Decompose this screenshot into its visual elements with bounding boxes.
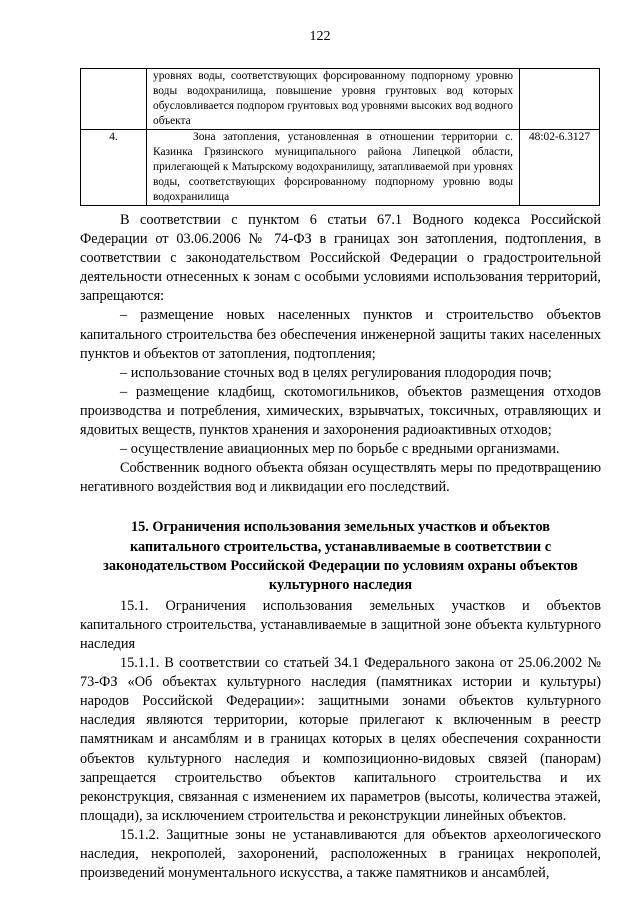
list-item: – размещение кладбищ, скотомогильников, объектов размещения отходов производства и потребления, химических, взрывчатых, токсичных, отравляющих и ядовитых веществ, пунктов хранения и захоронения радиоактивных отходов; — [80, 383, 601, 439]
paragraph: 15.1. Ограничения использования земельных участков и объектов капитального строительства, устанавливаемые в защитной зоне объекта культурного наследия — [80, 597, 601, 652]
paragraph: В соответствии с пунктом 6 статьи 67.1 Водного кодекса Российской Федерации от 03.06.2006 № 74-ФЗ в границах зон затопления, подтопления, в соответствии с законодательством Российской Федерации о градостроительной деятельности отнесенных к зонам с особыми условиями использования территорий, запрещаются: — [80, 212, 601, 305]
paragraph: 15.1.2. Защитные зоны не устанавливаются для объектов археологического наследия, некрополей, захоронений, расположенных в границах некрополей, произведений монументального искусства, а также памятников и ансамблей, — [80, 826, 601, 882]
zones-table — [80, 68, 600, 206]
row-number: 4. — [81, 130, 147, 206]
row-code: 48:02-6.3127 — [520, 130, 600, 206]
list-item: – осуществление авиационных мер по борьбе с вредными организмами. — [120, 441, 560, 458]
list-item: – размещение новых населенных пунктов и строительство объектов капитального строительства без обеспечения инженерной защиты таких населенных пунктов и объектов от затопления, подтопления; — [80, 307, 601, 362]
section-heading: 15. Ограничения использования земельных участков и объектов капитального строительства, устанавливаемые в соответствии с законодательством Российской Федерации по условиям охраны объектов культурного наследия — [103, 519, 578, 593]
row-description: Зона затопления, установленная в отношении территории с. Казинка Грязинского муниципального района Липецкой области, прилегающей к Матырскому водохранилищу, затапливаемой при уровнях воды, соответствующих форсированному подпорному уровню воды водохранилища — [147, 130, 520, 206]
paragraph: 15.1.1. В соответствии со статьей 34.1 Федерального закона от 25.06.2002 № 73-ФЗ «Об объектах культурного наследия (памятниках истории и культуры) народов Российской Федерации»: защитными зонами объектов культурного наследия являются территории, которые прилегают к включенным в реестр памятникам и ансамблям и в границах которых в целях обеспечения сохранности объектов культурного наследия и композиционно-видовых связей (панорам) запрещается строительство объектов капитального строительства и их реконструкция, связанная с изменением их параметров (высоты, количества этажей, площади), за исключением строительства и реконструкции линейных объектов. — [80, 655, 601, 824]
table-row — [81, 130, 600, 206]
table-row — [81, 69, 600, 130]
paragraph: Собственник водного объекта обязан осуществлять меры по предотвращению негативного воздействия вод и ликвидации его последствий. — [80, 460, 601, 496]
list-item: – использование сточных вод в целях регулирования плодородия почв; — [120, 364, 552, 381]
page-number: 122 — [309, 29, 331, 44]
row-description: уровнях воды, соответствующих форсированному подпорному уровню воды водохранилища, повышение уровня грунтовых вод которых обусловливается подпором грунтовых вод уровнями высоких вод водного объекта — [147, 69, 520, 130]
row-number — [81, 69, 147, 130]
document-body — [80, 211, 601, 883]
row-code — [520, 69, 600, 130]
